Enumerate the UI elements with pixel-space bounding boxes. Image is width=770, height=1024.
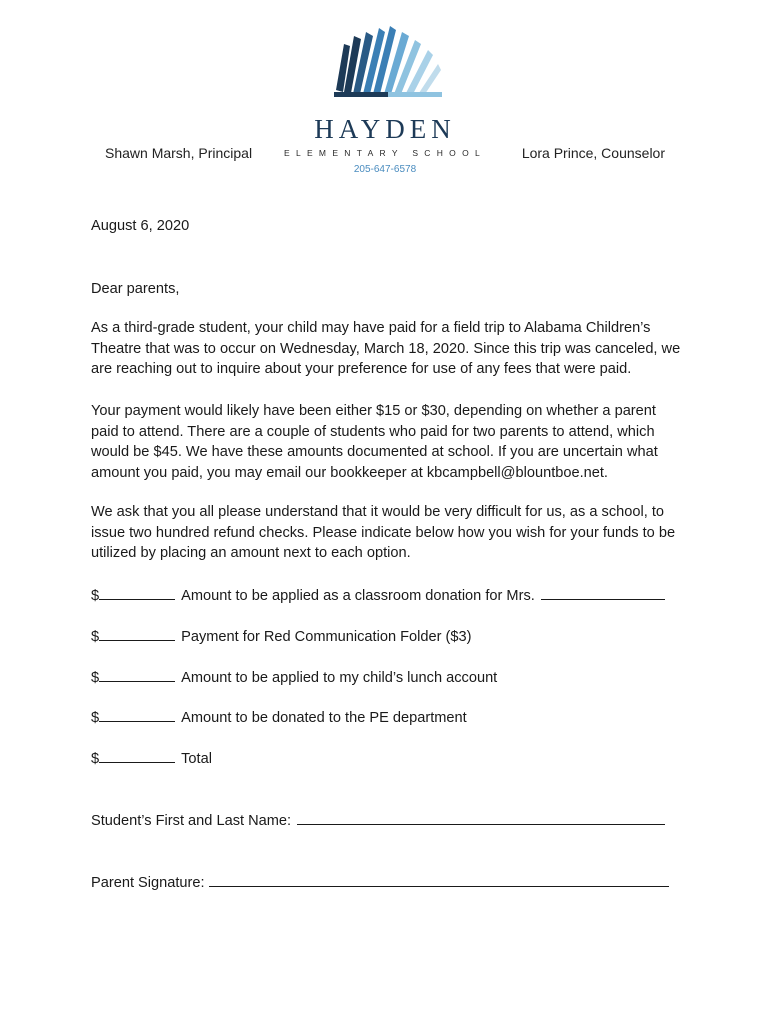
amount-blank-folder[interactable]: [99, 626, 175, 641]
currency-symbol: $: [91, 751, 100, 767]
currency-symbol: $: [91, 710, 100, 726]
option-lunch-account: [91, 667, 497, 688]
school-subtitle: ELEMENTARY SCHOOL: [283, 148, 487, 158]
currency-symbol: $: [91, 629, 100, 645]
option-label: Total: [181, 751, 212, 767]
student-name-row: [91, 810, 665, 829]
student-name-blank[interactable]: [297, 810, 665, 825]
counselor-name: Lora Prince, Counselor: [521, 145, 665, 161]
paragraph-field-trip: As a third-grade student, your child may have paid for a field trip to Alabama Children’s Theatre that was to occur on Wednesday, March 18, 2020. Since this trip was canceled, we are reaching out to inquire about your preference for use of any fees that were paid.: [91, 320, 681, 377]
option-total: [91, 748, 212, 769]
student-name-label: Student’s First and Last Name:: [91, 813, 292, 829]
option-label: Amount to be donated to the PE department: [181, 710, 467, 726]
amount-blank-classroom[interactable]: [99, 585, 175, 600]
parent-signature-label: Parent Signature:: [91, 875, 205, 891]
parent-signature-blank[interactable]: [209, 872, 669, 887]
paragraph-payment: Your payment would likely have been either $15 or $30, depending on whether a parent paid to attend. There are a couple of students who paid for two parents to attend, which would be $45. We have these amounts documented at school. If you are uncertain what amount you paid, you may email our bookkeeper at kbcampbell@blountboe.net.: [91, 403, 658, 481]
paragraph-instructions: We ask that you all please understand that it would be very difficult for us, as a school, to issue two hundred refund checks. Please indicate below how you wish for your funds to be utilized by placing an amount next to each option.: [91, 504, 676, 561]
amount-blank-pe[interactable]: [99, 707, 175, 722]
option-label: Amount to be applied as a classroom donation for Mrs.: [181, 588, 535, 604]
letter-greeting: Dear parents,: [91, 281, 180, 297]
amount-blank-lunch[interactable]: [99, 667, 175, 682]
parent-signature-row: [91, 872, 669, 891]
currency-symbol: $: [91, 588, 100, 604]
option-communication-folder: [91, 626, 472, 647]
option-classroom-donation: [91, 585, 665, 606]
option-label: Payment for Red Communication Folder ($3): [181, 629, 472, 645]
option-label: Amount to be applied to my child’s lunch account: [181, 670, 498, 686]
open-book-fan-logo: [330, 26, 446, 98]
amount-blank-total[interactable]: [99, 748, 175, 763]
school-name: HAYDEN: [314, 114, 456, 144]
currency-symbol: $: [91, 670, 100, 686]
teacher-name-blank[interactable]: [541, 585, 665, 600]
school-phone: 205-647-6578: [353, 164, 417, 175]
option-pe-donation: [91, 707, 467, 728]
principal-name: Shawn Marsh, Principal: [105, 145, 253, 161]
letter-date: August 6, 2020: [91, 218, 190, 234]
